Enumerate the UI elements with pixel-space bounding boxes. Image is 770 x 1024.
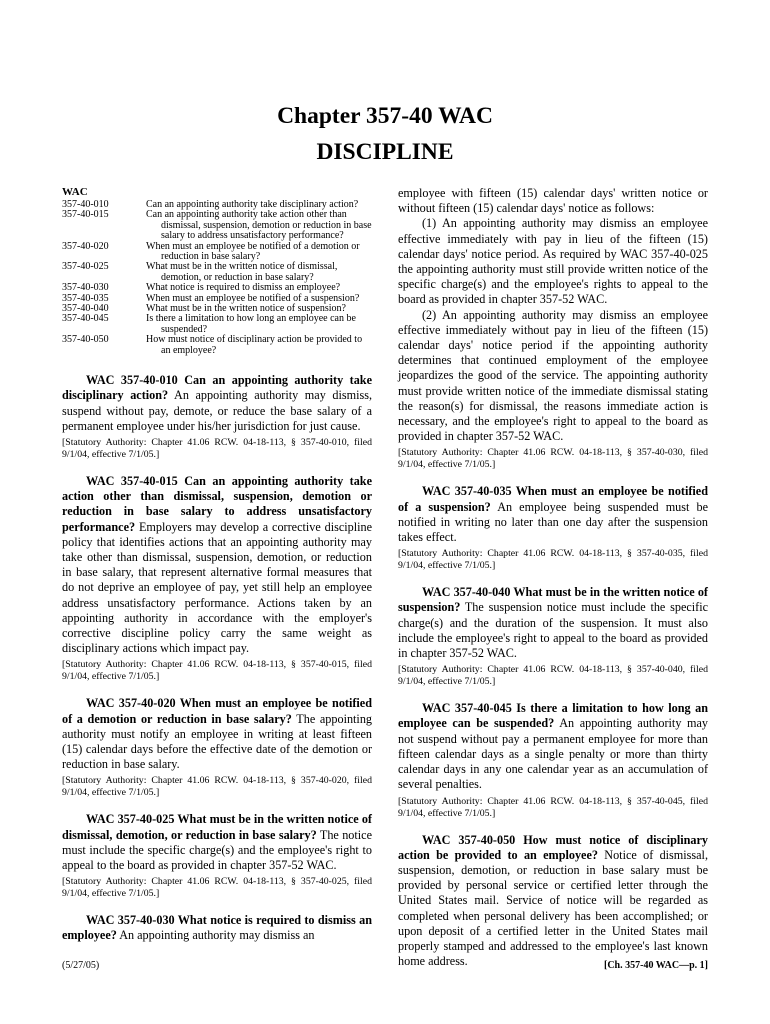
section-heading: WAC 357-40-050 How must notice of disciplinary action be provided to an employee? (398, 832, 708, 862)
statutory-citation: [Statutory Authority: Chapter 41.06 RCW. 04-18-113, § 357-40-015, filed 9/1/04, effective 7/1/05.] (62, 659, 372, 683)
toc-item (62, 210, 372, 241)
section-heading: WAC 357-40-015 Can an appointing authority take action other than dismissal, suspension, demotion or reduction in base salary to address unsatisfactory performance? (62, 473, 372, 534)
section-020 (62, 696, 372, 799)
statutory-citation: [Statutory Authority: Chapter 41.06 RCW. 04-18-113, § 357-40-010, filed 9/1/04, effective 7/1/05.] (62, 436, 372, 460)
toc-item (62, 335, 372, 356)
statutory-citation: [Statutory Authority: Chapter 41.06 RCW. 04-18-113, § 357-40-020, filed 9/1/04, effective 7/1/05.] (62, 775, 372, 799)
section-030 (62, 913, 372, 943)
section-heading: WAC 357-40-040 What must be in the written notice of suspension? (398, 585, 708, 615)
toc-heading: WAC (62, 186, 88, 198)
toc-title: How must notice of disciplinary action be provided to an employee? (146, 334, 363, 356)
toc-title: What must be in the written notice of dismissal, demotion, or reduction in base salary? (146, 261, 338, 283)
toc-title: When must an employee be notified of a suspension? (146, 292, 360, 304)
section-body: Notice of dismissal, suspension, demotion, or reduction in base salary must be provided by personal service or certified letter through the United States mail. Service of notice will be regarded as completed when personal delivery has been accomplished; or upon deposit of a certified letter in the United States mail properly stamped and addressed to the employee's last known home address. (398, 847, 708, 969)
statutory-citation: [Statutory Authority: Chapter 41.06 RCW. 04-18-113, § 357-40-035, filed 9/1/04, effective 7/1/05.] (398, 548, 708, 572)
chapter-subject: DISCIPLINE (316, 139, 454, 165)
toc-title: Can an appointing authority take disciplinary action? (146, 199, 359, 210)
toc-item (62, 314, 372, 335)
section-body: An employee being suspended must be notified in writing no later than one day after the suspension takes effect. (398, 499, 708, 545)
section-heading: WAC 357-40-025 What must be in the written notice of dismissal, demotion, or reduction in base salary? (62, 812, 372, 842)
toc-item (62, 262, 372, 283)
toc-item (62, 242, 372, 263)
section-body: The notice must include the specific charge(s) and the employee's right to appeal to the board as provided in chapter 357-52 WAC. (62, 827, 372, 872)
footer-date: (5/27/05) (62, 960, 100, 971)
section-body: An appointing authority may not suspend without pay a permanent employee for more than fifteen calendar days as a single penalty or more than thirty calendar days in any one calendar year as an accumulation of several penalties. (398, 716, 708, 792)
section-body: An appointing authority may dismiss, suspend without pay, demote, or reduce the base salary of a permanent employee under his/her jurisdiction for just cause. (62, 388, 372, 433)
toc-number: 357-40-040 (62, 303, 109, 315)
section-index (62, 186, 372, 356)
section-030-item-2: (2) An appointing authority may dismiss an employee effective immediately without pay in lieu of the fifteen (15) calendar days' notice period if the appointing authority determines that continued employment of the employee jeopardizes the good of the service. The appointing authority must provide written notice of the immediate dismissal stating the reason(s) for dismissal, the reasons immediate action is necessary, and the employee's right to appeal to the board as provided in chapter 357-52 WAC. (398, 307, 708, 444)
section-body: The suspension notice must include the specific charge(s) and the duration of the suspension. It must also include the employee's right to appeal to the board as provided in chapter 357-52 WAC. (398, 600, 708, 661)
left-column (62, 186, 372, 944)
toc-number: 357-40-030 (62, 282, 109, 294)
toc-number: 357-40-010 (62, 199, 109, 210)
section-body: An appointing authority may dismiss an (116, 928, 315, 943)
toc-number: 357-40-045 (62, 313, 109, 325)
section-010 (62, 373, 372, 461)
statutory-citation: [Statutory Authority: Chapter 41.06 RCW. 04-18-113, § 357-40-025, filed 9/1/04, effective 7/1/05.] (62, 876, 372, 900)
toc-number: 357-40-035 (62, 292, 109, 304)
section-030-item-1: (1) An appointing authority may dismiss an employee effective immediately with pay in lieu of the fifteen (15) calendar days' notice period. As required by WAC 357-40-025 the appointing authority must still provide written notice of the specific charge(s) and the employee's rights to appeal to the board as provided in chapter 357-52 WAC. (398, 216, 708, 307)
toc-number: 357-40-015 (62, 209, 109, 221)
statutory-citation: [Statutory Authority: Chapter 41.06 RCW. 04-18-113, § 357-40-030, filed 9/1/04, effective 7/1/05.] (398, 447, 708, 471)
section-heading: WAC 357-40-045 Is there a limitation to how long an employee can be suspended? (398, 701, 708, 731)
section-030-continued: employee with fifteen (15) calendar days' written notice or without fifteen (15) calendar days' notice as follows: (398, 186, 708, 216)
section-heading: WAC 357-40-035 When must an employee be notified of a suspension? (398, 484, 708, 514)
section-heading: WAC 357-40-030 What notice is required to dismiss an employee? (62, 913, 372, 943)
section-040 (398, 585, 708, 688)
section-045 (398, 701, 708, 819)
toc-number: 357-40-020 (62, 240, 109, 252)
section-heading: WAC 357-40-020 When must an employee be notified of a demotion or reduction in base salary? (62, 696, 372, 726)
statutory-citation: [Statutory Authority: Chapter 41.06 RCW. 04-18-113, § 357-40-045, filed 9/1/04, effective 7/1/05.] (398, 795, 708, 819)
section-body: The appointing authority must notify an employee in writing at least fifteen (15) calendar days before the effective date of the demotion or reduction in base salary. (62, 711, 373, 772)
toc-number: 357-40-025 (62, 261, 109, 273)
section-035 (398, 484, 708, 572)
section-050 (398, 833, 708, 970)
toc-number: 357-40-050 (62, 334, 109, 346)
toc-title: What must be in the written notice of suspension? (146, 303, 346, 315)
toc-title: When must an employee be notified of a demotion or reduction in base salary? (146, 240, 360, 263)
footer-page-number: [Ch. 357-40 WAC—p. 1] (604, 960, 708, 971)
section-015 (62, 474, 372, 683)
toc-title: Can an appointing authority take action other than dismissal, suspension, demotion or reduction in base salary to address unsatisfactory performance? (146, 209, 372, 242)
section-025 (62, 812, 372, 900)
section-body: Employers may develop a corrective discipline policy that identifies actions that an appointing authority may take other than dismissal, suspension, demotion, or reduction in base salary, that represent alternative formal measures that do not deprive an employee of pay, yet still help an employee address unsatisfactory performance. Actions taken by an appointing authority in accordance with the employer's corrective discipline policy carry the same weight as disciplinary actions which impact pay. (62, 519, 372, 656)
chapter-title: Chapter 357-40 WAC (277, 103, 493, 129)
statutory-citation: [Statutory Authority: Chapter 41.06 RCW. 04-18-113, § 357-40-040, filed 9/1/04, effective 7/1/05.] (398, 664, 708, 688)
section-heading: WAC 357-40-010 Can an appointing authority take disciplinary action? (62, 373, 372, 403)
toc-title: Is there a limitation to how long an employee can be suspended? (146, 313, 356, 335)
toc-title: What notice is required to dismiss an employee? (146, 282, 341, 294)
right-column (398, 186, 708, 969)
